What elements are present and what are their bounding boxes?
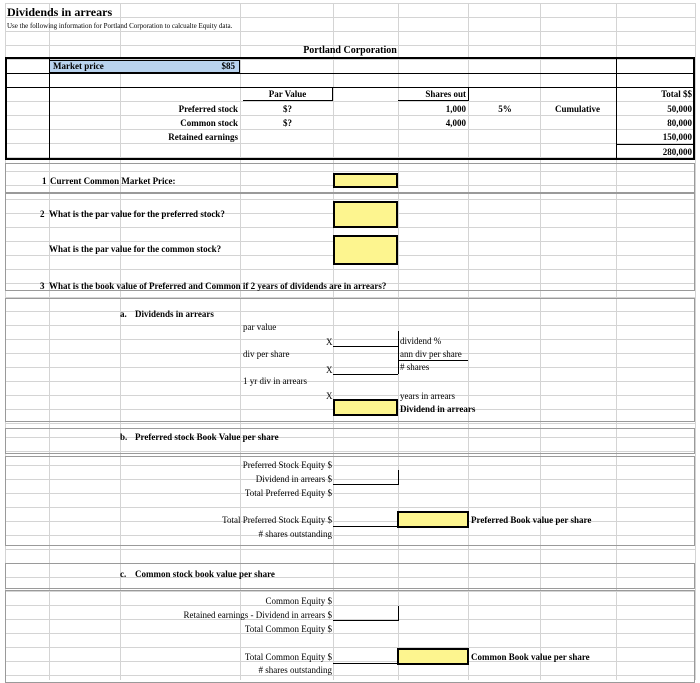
market-price-value: $85 xyxy=(221,61,235,71)
par-value-label: par value xyxy=(243,322,277,332)
total-header: Total $$ xyxy=(661,89,692,99)
par-rule xyxy=(332,88,333,101)
dividend-in-arrears-label: Dividend in arrears xyxy=(400,404,476,414)
a-vrule xyxy=(398,331,399,374)
total-pref-label: Total Preferred Equity $ xyxy=(244,488,332,498)
b-vrule-1 xyxy=(398,470,399,485)
c-line-2 xyxy=(333,663,398,664)
row-preferred-shares: 1,000 xyxy=(445,104,466,114)
shares-label: # shares xyxy=(400,362,430,372)
instruction-text: Use the following information for Portland Corporation to calcualte Equity data. xyxy=(7,22,233,30)
shares-underline xyxy=(398,100,468,101)
dividend-in-arrears-input[interactable] xyxy=(333,399,398,416)
years-in-arrears-label: years in arrears xyxy=(400,391,455,401)
c-shares-outstanding-label: # shares outstanding xyxy=(258,665,332,675)
preferred-book-value-label: Preferred Book value per share xyxy=(471,515,592,525)
re-minus-div-label: Retained earnings - Dividend in arrears $ xyxy=(183,610,332,620)
a-line-1 xyxy=(333,346,398,347)
shares-out-header: Shares out xyxy=(425,89,466,99)
market-price-label: Market price xyxy=(53,61,104,71)
section-b-letter: b. xyxy=(120,432,128,442)
grand-total: 280,000 xyxy=(662,147,692,157)
q2-number: 2 xyxy=(40,209,45,219)
page-title: Dividends in arrears xyxy=(7,5,113,19)
section-a-title: Dividends in arrears xyxy=(135,309,214,319)
pref-equity-label: Preferred Stock Equity $ xyxy=(242,460,332,470)
total-sum-line xyxy=(616,144,694,145)
b-line-1 xyxy=(333,484,398,485)
row-common-total: 80,000 xyxy=(667,118,692,128)
div-per-share-label: div per share xyxy=(243,349,290,359)
one-yr-div-label: 1 yr div in arrears xyxy=(243,376,307,386)
q1-text: Current Common Market Price: xyxy=(50,176,176,186)
b-line-2 xyxy=(333,526,398,527)
row-common-label: Common stock xyxy=(180,118,238,128)
row-common-shares: 4,000 xyxy=(445,118,466,128)
company-name: Portland Corporation xyxy=(303,45,397,56)
row-preferred-par: $? xyxy=(283,104,292,114)
c-line-1 xyxy=(333,620,398,621)
a-line-3 xyxy=(333,374,398,375)
row-common-par: $? xyxy=(283,118,292,128)
common-book-value-label: Common Book value per share xyxy=(471,652,590,662)
dividend-pct-label: dividend % xyxy=(400,336,442,346)
x2: X xyxy=(326,365,333,375)
q1-number: 1 xyxy=(42,176,47,186)
row-preferred-label: Preferred stock xyxy=(178,104,238,114)
section-b-title: Preferred stock Book Value per share xyxy=(135,432,279,442)
q3-text: What is the book value of Preferred and Common if 2 years of dividends are in arrears? xyxy=(49,281,387,291)
section-c-title: Common stock book value per share xyxy=(135,569,275,579)
ann-div-label: ann div per share xyxy=(400,349,462,359)
a-line-2 xyxy=(398,360,468,361)
row-retained-total: 150,000 xyxy=(662,132,692,142)
x1: X xyxy=(326,337,333,347)
q1-answer-input[interactable] xyxy=(333,173,398,188)
section-a-letter: a. xyxy=(120,309,127,319)
preferred-book-value-input[interactable] xyxy=(397,511,469,528)
common-equity-label: Common Equity $ xyxy=(265,596,332,606)
total-common2-label: Total Common Equity $ xyxy=(244,652,332,662)
b-div-arrears-label: Dividend in arrears $ xyxy=(255,474,332,484)
row-preferred-type: Cumulative xyxy=(555,104,600,114)
b-shares-outstanding-label: # shares outstanding xyxy=(258,529,332,539)
total-pref-stock-label: Total Preferred Stock Equity $ xyxy=(222,515,332,525)
q2-text: What is the par value for the preferred stock? xyxy=(49,209,225,219)
par-value-header: Par Value xyxy=(268,89,307,99)
row-preferred-pct: 5% xyxy=(498,104,512,114)
c-vrule-1 xyxy=(398,606,399,621)
total-common-label: Total Common Equity $ xyxy=(244,624,332,634)
q2-common-par-input[interactable] xyxy=(333,235,398,265)
shares-rule xyxy=(468,88,469,101)
x3: X xyxy=(326,391,333,401)
par-underline xyxy=(243,100,332,101)
q3-number: 3 xyxy=(40,281,45,291)
section-c-letter: c. xyxy=(120,569,127,579)
q2-preferred-par-input[interactable] xyxy=(333,201,398,228)
q2b-text: What is the par value for the common stock? xyxy=(49,244,222,254)
row-preferred-total: 50,000 xyxy=(667,104,692,114)
common-book-value-input[interactable] xyxy=(397,648,469,665)
row-retained-label: Retained earnings xyxy=(168,132,238,142)
